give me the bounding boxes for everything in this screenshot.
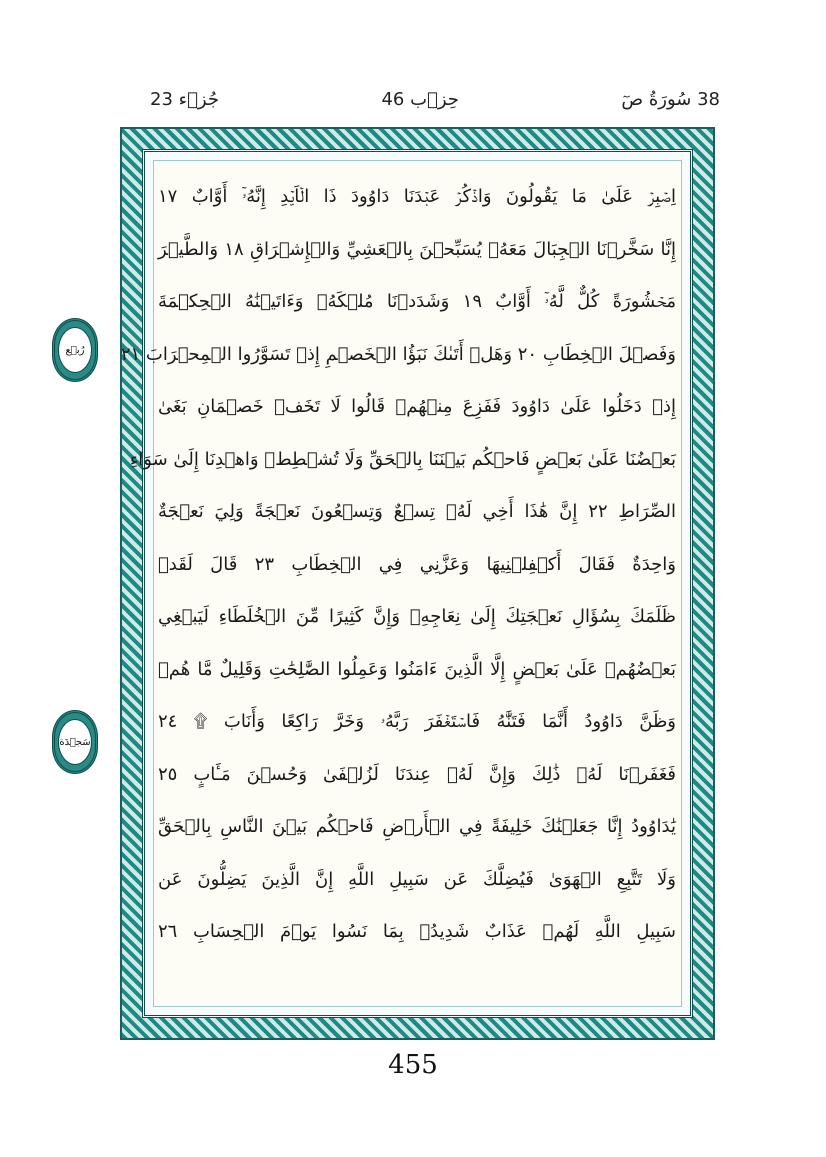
page-number: 455 [388,1050,438,1080]
verse-line-9: ظَلَمَكَ بِسُؤَالِ نَعۡجَتِكَ إِلَىٰ نِعَاجِهِۦ وَإِنَّ كَثِيرًا مِّنَ الۡخُلَطَاءِ لَيَبۡغِي [158,606,676,627]
verse-line-5: إِذۡ دَخَلُوا عَلَىٰ دَاوُودَ فَفَزِعَ مِنۡهُمۡ قَالُوا لَا تَخَفۡ خَصۡمَانِ بَغَىٰ [158,396,676,417]
verse-line-8: وَاحِدَةٌ فَقَالَ أَكۡفِلۡنِيهَا وَعَزَّنِي فِي الۡخِطَابِ ٢٣ قَالَ لَقَدۡ [158,553,676,575]
verse-line-3: مَحۡشُورَةً كُلٌّ لَّهُۥٓ أَوَّابٌ ١٩ وَشَدَدۡنَا مُلۡكَهُۥ وَءَاتَيۡنَٰهُ الۡحِكۡمَةَ [158,291,676,312]
hizb-number: حِزۡب 46 [381,88,459,110]
verse-line-12: فَغَفَرۡنَا لَهُۥ ذَٰلِكَ وَإِنَّ لَهُۥ عِندَنَا لَزُلۡفَىٰ وَحُسۡنَ مَـَٔابٍ ٢٥ [158,763,676,785]
rub-marker-label: رُبۡع [58,327,92,373]
verse-line-13: يَٰدَاوُودُ إِنَّا جَعَلۡنَٰكَ خَلِيفَةً فِي الۡأَرۡضِ فَاحۡكُم بَيۡنَ النَّاسِ بِالۡحَقِّ [158,816,676,837]
ornamental-frame [120,127,715,1040]
rub-marker-icon [52,318,98,382]
surah-name: 38 سُورَةُ صٓ [621,88,720,110]
sajda-marker-icon [52,710,98,774]
page-header [150,84,720,114]
verse-line-14: وَلَا تَتَّبِعِ الۡهَوَىٰ فَيُضِلَّكَ عَن سَبِيلِ اللَّهِ إِنَّ الَّذِينَ يَضِلُّونَ عَن [158,868,676,890]
verse-line-2: إِنَّا سَخَّرۡنَا الۡجِبَالَ مَعَهُۥ يُسَبِّحۡنَ بِالۡعَشِيِّ وَالۡإِشۡرَاقِ ١٨ وَالطَّيۡرَ [158,238,676,260]
verse-lines [120,171,676,959]
verse-line-1: اِصۡبِرۡ عَلَىٰ مَا يَقُولُونَ وَاذۡكُرۡ عَبۡدَنَا دَاوُودَ ذَا الۡاَيۡدِ إِنَّهُۥٓ أَوَّابٌ ١٧ [158,186,676,207]
verse-line-11: وَظَنَّ دَاوُودُ أَنَّمَا فَتَنَّٰهُ فَاسۡتَغۡفَرَ رَبَّهُۥ وَخَرَّ رَاكِعًا وَأَنَابَ ۩ ٢٤ [158,711,676,732]
sajda-marker-label: سَجۡدَة [58,719,92,765]
verse-line-4: وَفَصۡلَ الۡخِطَابِ ٢٠ وَهَلۡ أَتَىٰكَ نَبَؤُا الۡخَصۡمِ إِذۡ تَسَوَّرُوا الۡمِحۡرَابَ ٢١ [120,343,676,365]
juz-number: جُزۡء 23 [150,88,219,110]
verse-line-10: بَعۡضُهُمۡ عَلَىٰ بَعۡضٍ إِلَّا الَّذِينَ ءَامَنُوا وَعَمِلُوا الصَّٰلِحَٰتِ وَقَلِيلٌ مَّا هُمۡ [158,658,676,680]
verse-line-6: بَعۡضُنَا عَلَىٰ بَعۡضٍ فَاحۡكُم بَيۡنَنَا بِالۡحَقِّ وَلَا تُشۡطِطۡ وَاهۡدِنَا إِلَىٰ سَوَاءِ [129,448,676,470]
verse-line-7: الصِّرَاطِ ٢٢ إِنَّ هَٰذَا أَخِي لَهُۥ تِسۡعٌ وَتِسۡعُونَ نَعۡجَةً وَلِيَ نَعۡجَةٌ [158,501,676,522]
verse-line-15: سَبِيلِ اللَّهِ لَهُمۡ عَذَابٌ شَدِيدُۢ بِمَا نَسُوا يَوۡمَ الۡحِسَابِ ٢٦ [158,921,676,942]
